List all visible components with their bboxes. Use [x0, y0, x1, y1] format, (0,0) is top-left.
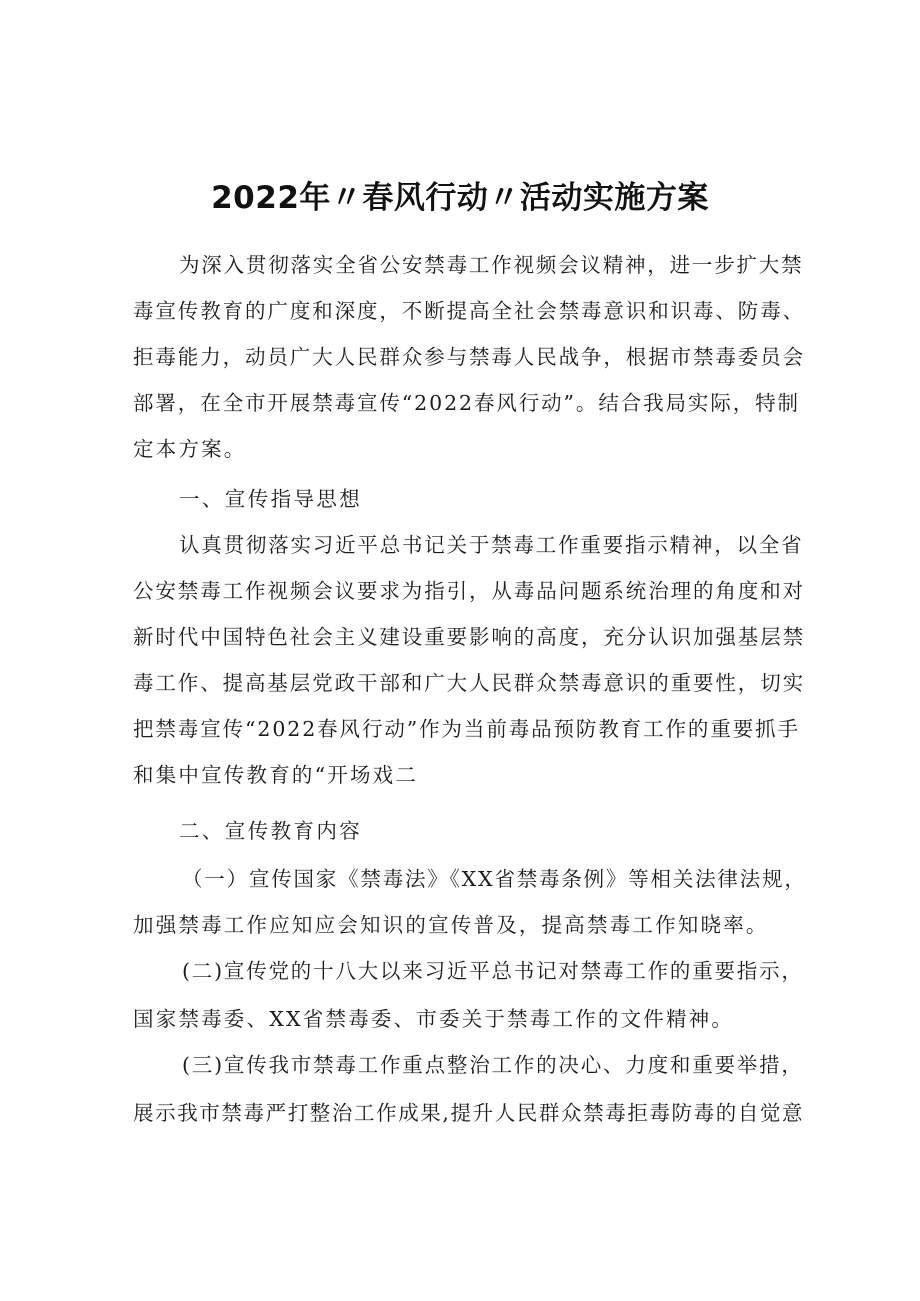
section1-heading: 一、宣传指导思想	[179, 487, 363, 511]
section1-line-5: 把禁毒宣传“2022春风行动”作为当前毒品预防教育工作的重要抓手	[133, 717, 800, 741]
intro-line-3: 拒毒能力，动员广大人民群众参与禁毒人民战争，根据市禁毒委员会	[133, 345, 805, 369]
section1-line-3: 新时代中国特色社会主义建设重要影响的高度，充分认识加强基层禁	[133, 625, 805, 649]
section1-line-2: 公安禁毒工作视频会议要求为指引，从毒品问题系统治理的角度和对	[133, 579, 805, 603]
document-title: 2022年〃春风行动〃活动实施方案	[211, 180, 709, 216]
section2-heading: 二、宣传教育内容	[179, 819, 363, 843]
item2-line-2: 国家禁毒委、XX省禁毒委、市委关于禁毒工作的文件精神。	[133, 1007, 735, 1031]
intro-line-2: 毒宣传教育的广度和深度，不断提高全社会禁毒意识和识毒、防毒、	[133, 299, 805, 323]
section1-line-6: 和集中宣传教育的“开场戏二	[133, 763, 419, 787]
intro-line-1: 为深入贯彻落实全省公安禁毒工作视频会议精神，进一步扩大禁	[179, 253, 804, 277]
item1-line-2: 加强禁毒工作应知应会知识的宣传普及，提高禁毒工作知晓率。	[133, 913, 769, 937]
item1-line-1: （一）宣传国家《禁毒法》《XX省禁毒条例》等相关法律法规，	[182, 867, 807, 891]
item3-line-2: 展示我市禁毒严打整治工作成果,提升人民群众禁毒拒毒防毒的自觉意	[133, 1101, 805, 1125]
intro-line-5: 定本方案。	[133, 437, 247, 461]
section1-line-1: 认真贯彻落实习近平总书记关于禁毒工作重要指示精神，以全省	[179, 533, 804, 557]
item3-line-1: (三)宣传我市禁毒工作重点整治工作的决心、力度和重要举措，	[182, 1053, 804, 1077]
item2-line-1: (二)宣传党的十八大以来习近平总书记对禁毒工作的重要指示，	[182, 959, 804, 983]
intro-line-4: 部署，在全市开展禁毒宣传“2022春风行动”。结合我局实际，特制	[133, 391, 800, 415]
section1-line-4: 毒工作、提高基层党政干部和广大人民群众禁毒意识的重要性，切实	[133, 671, 805, 695]
